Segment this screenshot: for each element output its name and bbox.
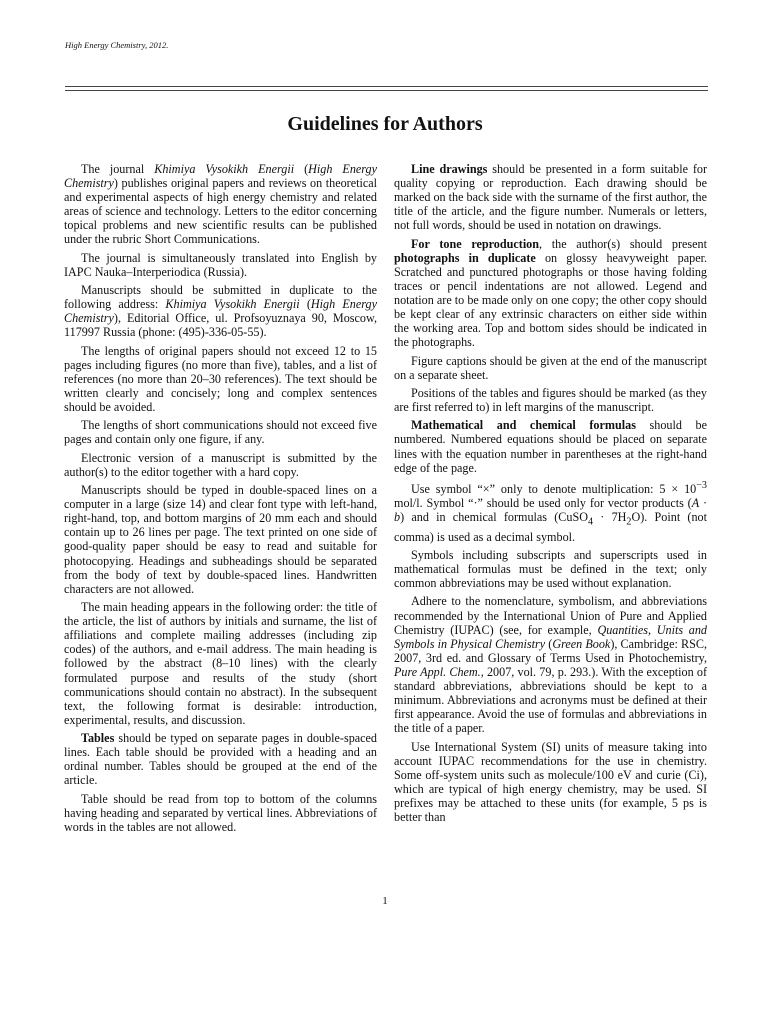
paragraph-typing: Manuscripts should be typed in double-spaced lines on a computer in a large (size 14) and clear font type with left-hand, right-hand, top, and bottom margins of 20 mm each and should contain up to 26 lines per page. The text printed on one side of good-quality paper should be easy to read and suitable for photocopying. Headings and subheadings should be separated from the body of text by double-spaced lines. Handwritten characters are not allowed. xyxy=(64,483,377,596)
page-number: 1 xyxy=(382,895,388,907)
paragraph-figure-captions: Figure captions should be given at the end of the manuscript on a separate sheet. xyxy=(394,353,707,382)
running-head: High Energy Chemistry, 2012. xyxy=(65,40,169,50)
paragraph-translation: The journal is simultaneously translated into English by IAPC Nauka–Interperiodica (Russia). xyxy=(64,250,377,279)
paragraph-tables: Tables should be typed on separate pages in double-spaced lines. Each table should be provided with a heading and an ordinal number. Tables should be grouped at the end of the article. xyxy=(64,731,377,788)
paragraph-formulas: Mathematical and chemical formulas should be numbered. Numbered equations should be placed on separate lines with the equation number in parentheses at the right-hand edge of the page. xyxy=(394,418,707,475)
page-title: Guidelines for Authors xyxy=(287,113,483,135)
paragraph-symbols-multiplication: Use symbol “×” only to denote multiplication: $5 \times 10^{-3}$ mol/l. Symbol “·” should be used only for vector products (A · b) and in chemical formulas (CuSO$_4$ · $7H_2O$). Point (not comma) is used as a decimal symbol. xyxy=(394,479,708,544)
paragraph-tone-reproduction: For tone reproduction, the author(s) should present photographs in duplicate on glossy heavyweight paper. Scratched and punctured photographs or those having folding traces or pencil indentations are not allowed. Legend and notation are to be made only on one copy; the other copy should be kept clear of any extrinsic characters on either side within the working area. Top and bottom sides should be indicated in the photographs. xyxy=(394,236,707,350)
paragraph-si-units: Use International System (SI) units of measure taking into account IUPAC recommendations for the use in chemistry. Some off-system units such as molecule/100 eV and curie (Ci), which are typical of high energy chemistry, may be used. SI prefixes may be attached to these units (for example, 5 ps is better than xyxy=(394,739,707,824)
header-rule-top xyxy=(65,86,708,87)
paragraph-short-communications: The lengths of short communications should not exceed five pages and contain only one figure, if any. xyxy=(64,418,377,447)
paragraph-nomenclature: Adhere to the nomenclature, symbolism, and abbreviations recommended by the International Union of Pure and Applied Chemistry (IUPAC) (see, for example, Quantities, Units and Symbols in Physical Chemistry (Green Book), Cambridge: RSC, 2007, 3rd ed. and Glossary of Terms Used in Photochemistry, Pure Appl. Chem., 2007, vol. 79, p. 293.). With the exception of standard abbreviations, abbreviations should be kept to a minimum. Abbreviations and acronyms must be defined at their first appearance. Avoid the use of formulas and abbreviations in the title of a paper. xyxy=(394,594,708,736)
paragraph-electronic-version: Electronic version of a manuscript is submitted by the author(s) to the editor together with a hard copy. xyxy=(64,450,377,479)
paragraph-paper-length: The lengths of original papers should not exceed 12 to 15 pages including figures (no more than five), tables, and a list of references (no more than 20–30 references). The text should be written clearly and concisely; long and complex sentences should be avoided. xyxy=(64,343,377,415)
header-rule-bottom xyxy=(65,90,708,91)
paragraph-main-heading: The main heading appears in the following order: the title of the article, the list of authors by initials and surname, the list of affiliations and complete mailing addresses (including zip codes) of the authors, and e-mail address. The main heading is followed by the abstract (8–10 lines) with the clearly formulated purpose and results of the study (short communications should contain no abstract). In the subsequent text, the following format is desirable: introduction, experimental, results, and discussion. xyxy=(64,600,377,727)
paragraph-line-drawings: Line drawings should be presented in a form suitable for quality copying or reproduction. Each drawing should be marked on the back side with the surname of the first author, the title of the article, and the figure number. Numerals or letters, not full words, should be used in notation on drawings. xyxy=(394,162,707,233)
paragraph-symbols-definition: Symbols including subscripts and superscripts used in mathematical formulas must be defined in the text; only common abbreviations may be used without explanation. xyxy=(394,547,707,591)
paragraph-intro: The journal Khimiya Vysokikh Energii (High Energy Chemistry) publishes original papers and reviews on theoretical and experimental aspects of high energy chemistry and related areas of science and technology. Letters to the editor concerning topical problems and new scientific results can be published under the rubric Short Communications. xyxy=(64,162,378,247)
left-column xyxy=(64,162,377,838)
right-column xyxy=(394,162,707,828)
paragraph-positions: Positions of the tables and figures should be marked (as they are first referred to) in left margins of the manuscript. xyxy=(394,385,707,415)
paragraph-table-reading: Table should be read from top to bottom of the columns having heading and separated by vertical lines. Abbreviations of words in the tables are not allowed. xyxy=(64,791,377,834)
paragraph-submission-address: Manuscripts should be submitted in duplicate to the following address: Khimiya Vysokikh Energii (High Energy Chemistry), Editorial Office, ul. Profsoyuznaya 90, Moscow, 117997 Russia (phone: (495)-336-05-55). xyxy=(64,283,377,340)
